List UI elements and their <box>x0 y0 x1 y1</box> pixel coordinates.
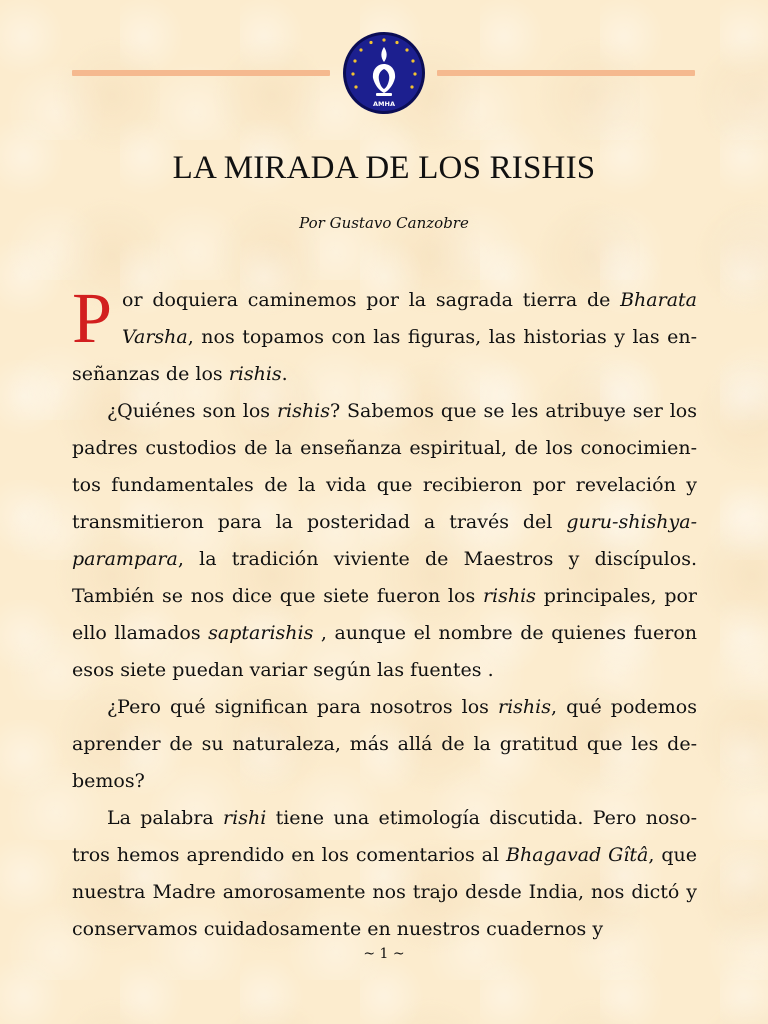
text-run: . <box>281 363 288 385</box>
page-title: LA MIRADA DE LOS RISHIS <box>172 150 596 186</box>
text-run: or doquiera caminemos por la sagrada tierra de <box>122 289 621 311</box>
text-run: principales, por ello llamados <box>72 585 697 644</box>
text-run: ¿Quiénes son los <box>107 400 277 422</box>
italic-term: Bhagavad Gîtâ <box>506 844 649 866</box>
text-run: , la tradición viviente de Maestros y discípulos. También se nos dice que siete fueron los <box>72 548 697 607</box>
text-run: ? Sabemos que se les atribuye ser los padres custodios de la enseñanza espiritual, de los conocimientos fundamentales de la vida que recibieron por revelación y transmitieron para la posteridad a través del <box>72 400 697 533</box>
italic-term: rishi <box>223 807 267 829</box>
text-run: tiene una etimología discutida. Pero nosotros hemos aprendido en los comentarios al <box>72 807 697 866</box>
text-run: , que nuestra Madre amorosamente nos trajo desde India, nos dictó y conservamos cuidadosamente en nuestros cuadernos y <box>72 844 697 940</box>
header-rule-right <box>437 70 695 76</box>
italic-term: rishis <box>228 363 282 385</box>
author-byline: Por Gustavo Canzobre <box>299 214 469 232</box>
text-run: , nos topamos con las figuras, las historias y las enseñanzas de los <box>72 326 697 385</box>
article-body <box>72 278 697 948</box>
text-run: , qué podemos aprender de su naturaleza, más allá de la gratitud que les debemos? <box>72 696 697 792</box>
italic-term: saptarishis <box>208 622 314 644</box>
header-rule-left <box>72 70 330 76</box>
page-header <box>0 0 768 120</box>
text-run: ¿Pero qué significan para nosotros los <box>107 696 498 718</box>
text-run: La palabra <box>107 807 224 829</box>
text-run: , aunque el nombre de quienes fueron esos siete puedan variar según las fuentes . <box>72 622 697 681</box>
italic-term: rishis <box>498 696 551 718</box>
italic-term: rishis <box>276 400 330 422</box>
logo-text: AMHA <box>373 100 395 108</box>
amha-logo <box>342 31 426 115</box>
paragraph-2 <box>72 393 697 689</box>
drop-cap: P <box>72 278 113 358</box>
paragraph-3 <box>72 689 697 800</box>
paragraph-4 <box>72 800 697 948</box>
page-number: ~ 1 ~ <box>363 946 405 962</box>
italic-term: rishis <box>482 585 536 607</box>
italic-term: guru-shishya-parampara <box>72 511 697 570</box>
italic-term: Bharata Varsha <box>122 289 697 348</box>
paragraph-1 <box>72 278 697 393</box>
